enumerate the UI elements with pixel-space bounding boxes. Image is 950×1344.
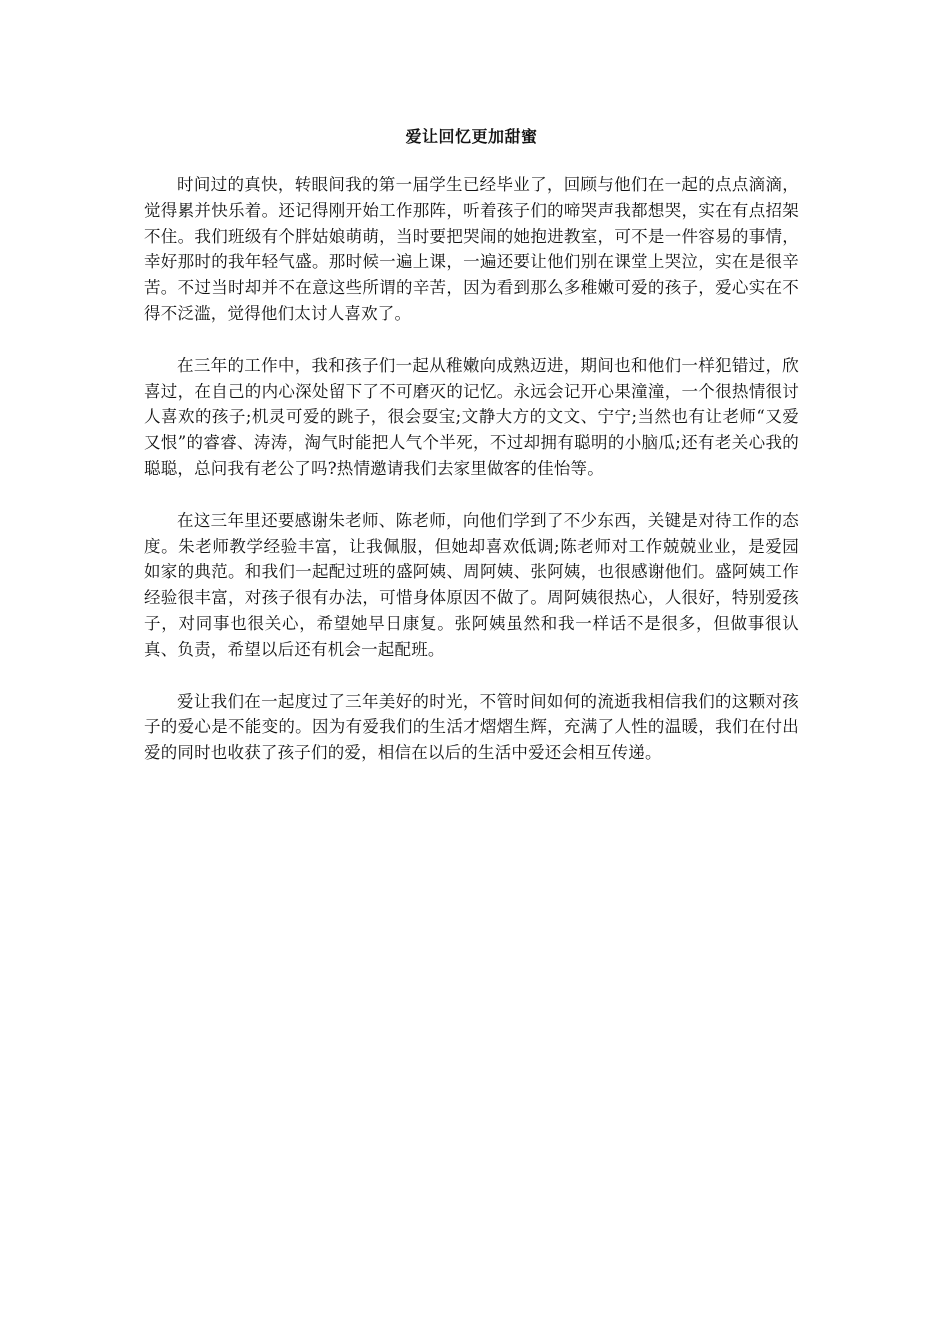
document-body [144,124,799,792]
paragraph-2: 在三年的工作中，我和孩子们一起从稚嫩向成熟迈进，期间也和他们一样犯错过，欣喜过，在自己的内心深处留下了不可磨灭的记忆。永远会记开心果潼潼，一个很热情很讨人喜欢的孩子;机灵可爱的跳子，很会耍宝;文静大方的文文、宁宁;当然也有让老师“又爱又恨”的睿睿、涛涛，淘气时能把人气个半死，不过却拥有聪明的小脑瓜;还有老关心我的聪聪，总问我有老公了吗?热情邀请我们去家里做客的佳怡等。 [144,355,799,478]
document-title: 爱让回忆更加甜蜜 [405,127,538,146]
paragraph-3: 在这三年里还要感谢朱老师、陈老师，向他们学到了不少东西，关键是对待工作的态度。朱老师教学经验丰富，让我佩服，但她却喜欢低调;陈老师对工作兢兢业业，是爱园如家的典范。和我们一起配过班的盛阿姨、周阿姨、张阿姨，也很感谢他们。盛阿姨工作经验很丰富，对孩子很有办法，可惜身体原因不做了。周阿姨很热心，人很好，特别爱孩子，对同事也很关心，希望她早日康复。张阿姨虽然和我一样话不是很多，但做事很认真、负责，希望以后还有机会一起配班。 [144,510,799,659]
paragraph-4: 爱让我们在一起度过了三年美好的时光，不管时间如何的流逝我相信我们的这颗对孩子的爱心是不能变的。因为有爱我们的生活才熠熠生辉，充满了人性的温暖，我们在付出爱的同时也收获了孩子们的爱，相信在以后的生活中爱还会相互传递。 [144,691,799,763]
paragraph-1: 时间过的真快，转眼间我的第一届学生已经毕业了，回顾与他们在一起的点点滴滴，觉得累并快乐着。还记得刚开始工作那阵，听着孩子们的啼哭声我都想哭，实在有点招架不住。我们班级有个胖姑娘萌萌，当时要把哭闹的她抱进教室，可不是一件容易的事情，幸好那时的我年轻气盛。那时候一遍上课，一遍还要让他们别在课堂上哭泣，实在是很辛苦。不过当时却并不在意这些所谓的辛苦，因为看到那么多稚嫩可爱的孩子，爱心实在不得不泛滥，觉得他们太讨人喜欢了。 [144,175,799,323]
